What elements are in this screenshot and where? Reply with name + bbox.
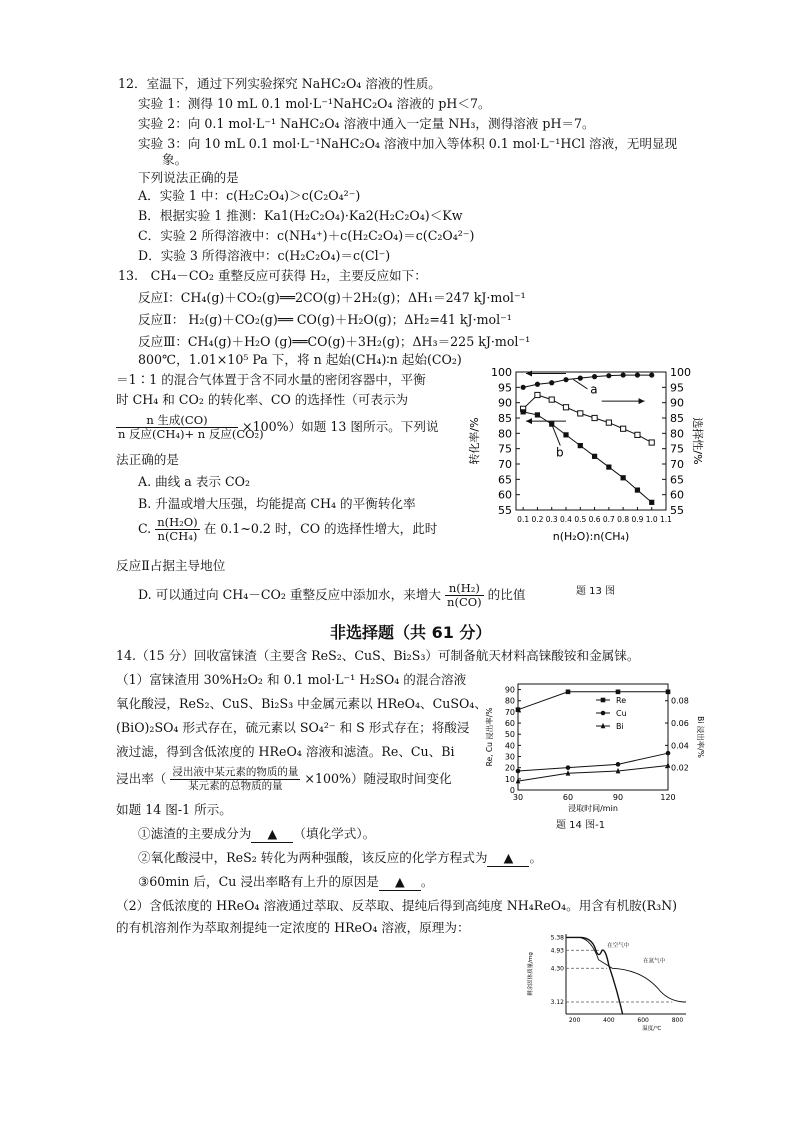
q14-sub-2 xyxy=(138,850,542,867)
option-d-suffix: 的比值 xyxy=(487,587,526,602)
y-tick-label-right: 90 xyxy=(670,396,684,410)
data-point xyxy=(578,443,583,448)
y-tick-label-left: 60 xyxy=(504,719,515,729)
y-tick-label-left: 30 xyxy=(504,752,515,762)
x-tick-label: 600 xyxy=(637,1017,649,1024)
answer-blank-2[interactable]: ▲ xyxy=(487,850,529,867)
legend-label: Cu xyxy=(616,709,627,718)
data-point xyxy=(566,765,571,770)
q14-para-4: 液过滤，得到含低浓度的 HReO₄ 溶液和滤渣。Re、Cu、Bi xyxy=(116,744,455,759)
x-axis-label: 温度/℃ xyxy=(642,1026,662,1032)
y-tick-label-left: 85 xyxy=(498,412,512,425)
y-tick-label-left: 55 xyxy=(498,504,512,517)
y-tick-label-left: 75 xyxy=(498,442,512,456)
y-tick-label: 4.30 xyxy=(550,965,564,973)
q13-reaction-3: 反应Ⅲ：CH₄(g)＋H₂O (g)══CO(g)＋3H₂(g)；ΔH₃＝225 kJ·mol⁻¹ xyxy=(138,334,531,349)
q12-option-a: A．实验 1 中：c(H₂C₂O₄)＞c(C₂O₄²⁻) xyxy=(138,188,361,203)
leach-rate-label: 浸出率（ xyxy=(116,771,167,786)
figure-14-1-chart xyxy=(484,674,706,812)
data-point xyxy=(635,487,640,492)
x-tick-label: 60 xyxy=(562,793,574,802)
data-point xyxy=(521,385,526,390)
q13-option-d xyxy=(138,582,525,609)
data-point xyxy=(621,475,626,480)
q12-ask: 下列说法正确的是 xyxy=(138,170,239,185)
q13-selectivity-expr xyxy=(116,414,439,441)
data-point xyxy=(549,422,554,427)
label-a: a xyxy=(590,382,598,397)
data-point xyxy=(592,374,597,379)
q14-para-3: (BiO)₂SO₄ 形式存在，硫元素以 SO₄²⁻ 和 S 形式存在；将酸浸 xyxy=(116,720,470,735)
q14-para-2: 氧化酸浸，ReS₂、CuS、Bi₂S₃ 中金属元素以 HReO₄、CuSO₄、 xyxy=(116,696,487,711)
data-point xyxy=(606,420,611,425)
legend-air: 在空气中 xyxy=(607,942,630,949)
data-point xyxy=(635,432,640,437)
section-title: 非选择题（共 61 分） xyxy=(330,623,492,642)
data-point xyxy=(516,707,521,712)
legend-nitrogen: 在氮气中 xyxy=(643,958,666,965)
figure-13-chart xyxy=(458,362,704,552)
q14-stem: 14.（15 分）回收富铼渣（主要含 ReS₂、CuS、Bi₂S₃）可制备航天材料高铼酸铵和金属铼。 xyxy=(116,648,640,663)
data-point xyxy=(649,500,654,505)
label-b: b xyxy=(556,445,564,460)
legend-label: Re xyxy=(616,696,627,705)
x-tick-label: 0.5 xyxy=(574,515,587,524)
y-tick-label: 4.93 xyxy=(550,947,564,955)
plot-frame xyxy=(518,684,668,790)
y-tick-label-left: 65 xyxy=(498,473,512,487)
data-point xyxy=(666,751,671,756)
y-tick-label-left: 80 xyxy=(498,427,512,441)
arrow-right-axis-head xyxy=(639,398,645,404)
x-axis-label: 浸取时间/min xyxy=(568,804,618,813)
arrow-left-axis-head xyxy=(526,371,532,377)
y-tick-label-right: 0.08 xyxy=(671,696,689,706)
data-point xyxy=(578,376,583,381)
x-tick-label: 30 xyxy=(512,793,524,802)
sub2-suffix: 。 xyxy=(529,850,543,865)
data-point xyxy=(563,405,568,410)
y-tick-label-right: 95 xyxy=(670,381,684,395)
legend-marker xyxy=(601,698,606,703)
d-fraction-den: n(CO) xyxy=(447,595,482,609)
data-point xyxy=(666,690,671,695)
data-point xyxy=(606,464,611,469)
q12-exp3: 实验 3：向 10 mL 0.1 mol·L⁻¹NaHC₂O₄ 溶液中加入等体积 0.1 mol·L⁻¹HCl 溶液，无明显现 xyxy=(138,136,678,151)
data-point xyxy=(578,411,583,416)
data-point xyxy=(592,415,597,420)
x-tick-label: 0.6 xyxy=(588,515,601,524)
y-tick-label: 5.38 xyxy=(550,934,564,942)
data-point xyxy=(521,409,526,414)
arrow-left-axis-2-head xyxy=(526,418,532,424)
sub2-text: ②氧化酸浸中，ReS₂ 转化为两种强酸，该反应的化学方程式为 xyxy=(138,850,488,865)
y-tick-label-left: 60 xyxy=(498,488,512,502)
y-tick-label-left: 10 xyxy=(504,774,515,784)
selectivity-numerator: n 生成(CO) xyxy=(116,414,238,428)
data-point xyxy=(535,412,540,417)
data-point xyxy=(649,440,654,445)
legend-marker xyxy=(601,711,606,716)
y-axis-label: 剩余固体质量/mg xyxy=(528,952,534,996)
answer-blank-3[interactable]: ▲ xyxy=(379,874,421,891)
y-axis-label-right: Bi 浸出率/% xyxy=(696,716,705,758)
x-tick-label: 0.1 xyxy=(517,515,530,524)
data-point xyxy=(621,426,626,431)
x-tick-label: 400 xyxy=(603,1017,615,1024)
y-tick-label-right: 70 xyxy=(670,458,684,471)
series-line-Re xyxy=(518,692,668,710)
y-tick-label-left: 50 xyxy=(504,730,515,740)
sub3-suffix: 。 xyxy=(420,874,434,889)
series-line-1 xyxy=(523,395,652,443)
y-axis-label-left: 转化率/% xyxy=(468,417,481,465)
data-point xyxy=(666,762,671,768)
y-tick-label-left: 70 xyxy=(498,458,512,471)
x-tick-label: 0.4 xyxy=(560,515,572,524)
x-tick-label: 0.7 xyxy=(602,515,615,524)
leach-rate-den: 某元素的总物质的量 xyxy=(188,780,283,792)
x-tick-label: 1.0 xyxy=(645,515,658,524)
q14-para-5 xyxy=(116,766,452,793)
q13-condition-4: ×100%）如题 13 图所示。下列说 xyxy=(242,419,439,434)
q14-para-1: （1）富铼渣用 30%H₂O₂ 和 0.1 mol·L⁻¹ H₂SO₄ 的混合溶液 xyxy=(116,672,467,687)
data-point xyxy=(566,690,571,695)
q12-option-b: B．根据实验 1 推测：Ka1(H₂C₂O₄)·Ka2(H₂C₂O₄)＜Kw xyxy=(138,208,463,223)
series-line-0 xyxy=(523,375,652,387)
q13-condition-3: 时 CH₄ 和 CO₂ 的转化率、CO 的选择性（可表示为 xyxy=(116,392,409,407)
d-fraction-num: n(H₂) xyxy=(445,582,484,596)
q12-option-d: D．实验 3 所得溶液中：c(H₂C₂O₄)＝c(Cl⁻) xyxy=(138,248,391,263)
leach-rate-suffix: ×100%）随浸取时间变化 xyxy=(304,771,452,786)
sub1-text: ①滤渣的主要成分为 xyxy=(138,826,252,841)
y-tick-label-right: 75 xyxy=(670,442,684,456)
data-point xyxy=(535,392,540,397)
q12-exp2: 实验 2：向 0.1 mol·L⁻¹ NaHC₂O₄ 溶液中通入一定量 NH₃，测得溶液 pH＝7。 xyxy=(138,116,595,131)
y-tick-label-left: 20 xyxy=(504,763,515,773)
q12-stem: 12．室温下，通过下列实验探究 NaHC₂O₄ 溶液的性质。 xyxy=(118,76,441,91)
y-tick-label-right: 85 xyxy=(670,412,684,425)
x-tick-label: 90 xyxy=(612,793,624,802)
y-tick-label: 3.12 xyxy=(550,999,564,1006)
data-point xyxy=(621,372,626,377)
series-line-2 xyxy=(523,412,652,502)
leach-rate-num: 浸出液中某元素的物质的量 xyxy=(172,766,299,778)
x-tick-label: 200 xyxy=(568,1017,581,1024)
x-axis-label: n(H₂O):n(CH₄) xyxy=(552,530,630,543)
data-point xyxy=(635,372,640,377)
tga-chart xyxy=(520,928,702,1038)
y-tick-label-left: 90 xyxy=(498,396,512,410)
x-tick-label: 120 xyxy=(660,793,676,802)
q13-option-b: B. 升温或增大压强，均能提高 CH₄ 的平衡转化率 xyxy=(138,496,416,511)
y-tick-label-left: 80 xyxy=(504,696,515,706)
q13-option-c-cont: 反应Ⅱ占据主导地位 xyxy=(116,558,226,573)
y-tick-label-left: 100 xyxy=(491,366,512,379)
q13-reaction-1: 反应Ⅰ：CH₄(g)＋CO₂(g)══2CO(g)＋2H₂(g)；ΔH₁＝247 kJ·mol⁻¹ xyxy=(138,290,526,305)
q12-exp3-cont: 象。 xyxy=(162,152,188,167)
y-axis-label-right: 选择性/% xyxy=(691,417,704,465)
c-fraction-num: n(H₂O) xyxy=(157,515,198,529)
figure-14-1-caption: 题 14 图-1 xyxy=(556,820,606,831)
q13-reaction-2: 反应Ⅱ： H₂(g)＋CO₂(g)══ CO(g)＋H₂O(g)；ΔH₂=41 kJ·mol⁻¹ xyxy=(138,312,512,327)
sub1-suffix: （填化学式）。 xyxy=(293,826,376,841)
sub3-text: ③60min 后，Cu 浸出率略有上升的原因是 xyxy=(138,874,379,889)
y-tick-label-right: 60 xyxy=(670,488,684,502)
selectivity-denominator: n 反应(CH₄)+ n 反应(CO₂) xyxy=(118,427,264,441)
option-c-prefix: C. xyxy=(138,521,152,536)
figure-13-caption: 题 13 图 xyxy=(576,586,616,597)
q13-stem: 13. CH₄－CO₂ 重整反应可获得 H₂，主要反应如下： xyxy=(118,268,427,283)
q13-condition-1: 800℃，1.01×10⁵ Pa 下，将 n 起始(CH₄)∶n 起始(CO₂) xyxy=(138,352,462,367)
y-tick-label-right: 55 xyxy=(670,504,684,517)
option-d-text: D. 可以通过向 CH₄－CO₂ 重整反应中添加水，来增大 xyxy=(138,587,442,602)
data-point xyxy=(606,373,611,378)
q12-option-c: C．实验 2 所得溶液中：c(NH₄⁺)＋c(H₂C₂O₄)＝c(C₂O₄²⁻) xyxy=(138,228,475,243)
y-tick-label-right: 65 xyxy=(670,473,684,487)
data-point xyxy=(616,690,621,695)
y-tick-label-left: 0 xyxy=(509,786,515,795)
q14-para-7: （2）含低浓度的 HReO₄ 溶液通过萃取、反萃取、提纯后得到高纯度 NH₄ReO₄。用含有机胺(R₃N) xyxy=(116,898,678,913)
data-point xyxy=(563,432,568,437)
x-tick-label: 1.1 xyxy=(660,515,672,524)
q14-para-6: 如题 14 图-1 所示。 xyxy=(116,802,232,817)
q12-exp1: 实验 1：测得 10 mL 0.1 mol·L⁻¹NaHC₂O₄ 溶液的 pH＜7。 xyxy=(138,96,491,111)
data-point xyxy=(516,769,521,774)
data-point xyxy=(549,397,554,402)
q14-sub-3 xyxy=(138,874,433,891)
data-point xyxy=(592,454,597,459)
y-tick-label-right: 0.06 xyxy=(671,719,689,729)
y-tick-label-right: 0.02 xyxy=(671,763,689,773)
label-a-leader xyxy=(573,379,587,389)
option-c-text: 在 0.1~0.2 时，CO 的选择性增大，此时 xyxy=(203,521,438,536)
q13-condition-5: 法正确的是 xyxy=(116,452,179,467)
y-tick-label-right: 100 xyxy=(670,366,691,379)
q13-condition-2: ＝1∶1 的混合气体置于含不同水量的密闭容器中，平衡 xyxy=(116,372,426,387)
q14-para-8: 的有机溶剂作为萃取剂提纯一定浓度的 HReO₄ 溶液，原理为： xyxy=(116,920,470,935)
data-point xyxy=(535,382,540,387)
data-point xyxy=(649,372,654,377)
y-tick-label-left: 95 xyxy=(498,381,512,395)
c-fraction-den: n(CH₄) xyxy=(157,529,198,543)
y-tick-label-left: 40 xyxy=(504,741,515,751)
y-tick-label-right: 0.04 xyxy=(671,741,689,751)
data-point xyxy=(563,377,568,382)
q14-sub-1 xyxy=(138,826,375,843)
q13-option-a: A. 曲线 a 表示 CO₂ xyxy=(138,474,251,489)
data-point xyxy=(616,762,621,767)
x-tick-label: 0.9 xyxy=(631,515,644,524)
x-tick-label: 0.8 xyxy=(617,515,630,524)
legend-label: Bi xyxy=(616,722,624,731)
x-tick-label: 0.2 xyxy=(531,515,544,524)
q13-option-c xyxy=(138,516,437,543)
y-tick-label-left: 90 xyxy=(504,685,515,695)
data-point xyxy=(549,380,554,385)
series-line-Bi xyxy=(518,765,668,781)
answer-blank-1[interactable]: ▲ xyxy=(251,826,293,843)
y-axis-label-left: Re, Cu 浸出率/% xyxy=(485,707,494,767)
x-tick-label: 0.3 xyxy=(545,515,558,524)
y-tick-label-left: 70 xyxy=(504,707,515,717)
y-tick-label-right: 80 xyxy=(670,427,684,441)
x-tick-label: 800 xyxy=(671,1017,684,1024)
